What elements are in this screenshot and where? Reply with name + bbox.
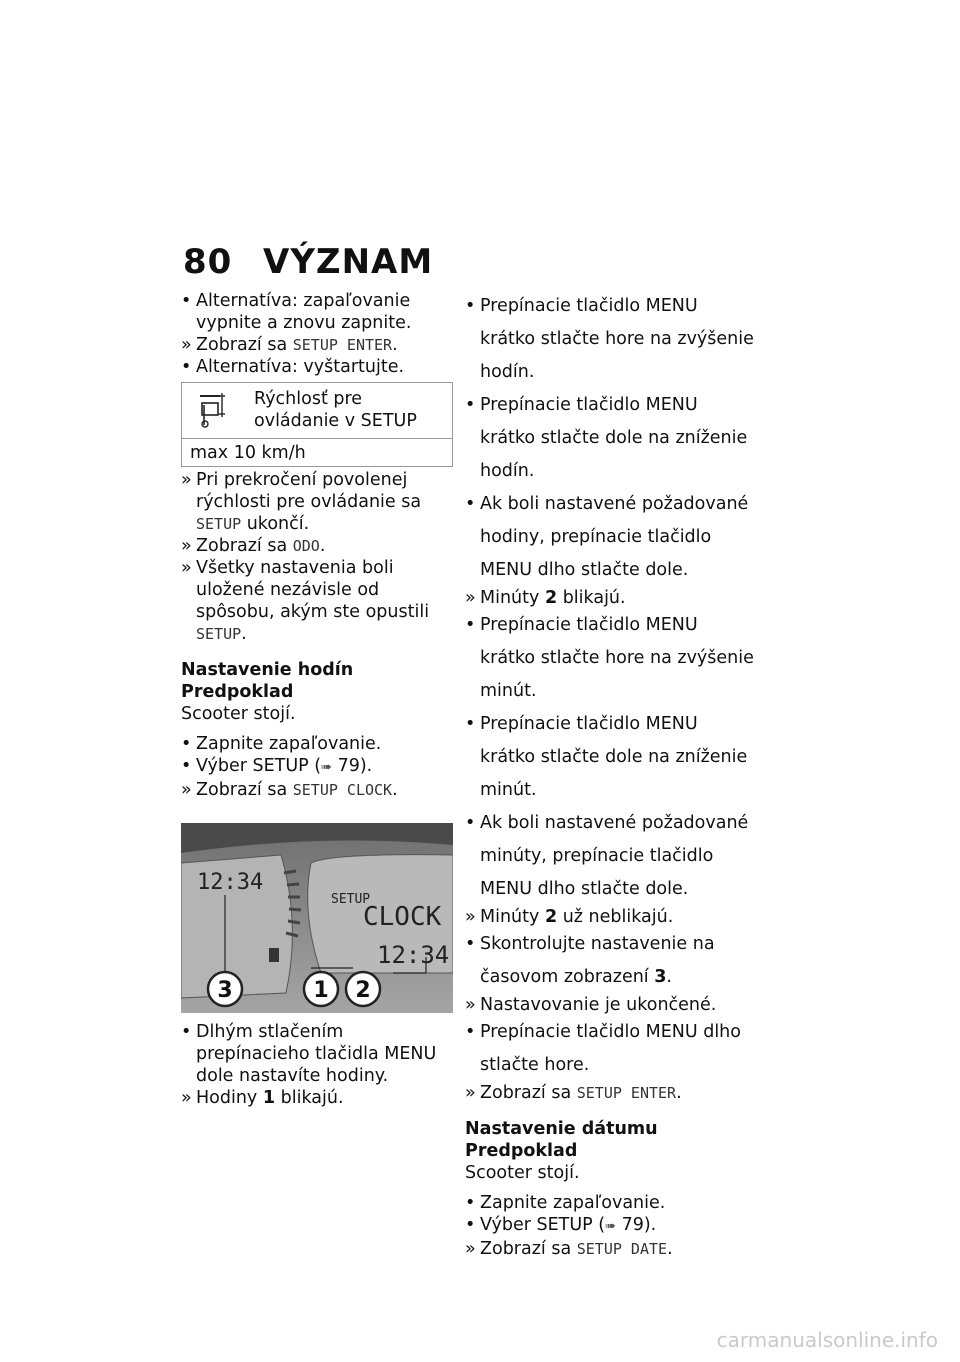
display-code: ODO	[292, 537, 320, 555]
bullet-icon: •	[465, 296, 476, 316]
item-text: Ak boli nastavené požadované minúty, prepínacie tlačidlo MENU dlho stlačte dole.	[480, 813, 749, 899]
list-item	[465, 1238, 755, 1260]
result-arrow-icon: »	[465, 995, 476, 1015]
speed-limit-icon	[198, 389, 228, 435]
list-item	[465, 290, 755, 389]
result-arrow-icon: »	[181, 335, 192, 355]
list-item	[465, 1016, 755, 1082]
list-right-2	[465, 1192, 755, 1260]
result-arrow-icon: »	[181, 1088, 192, 1108]
bullet-icon: •	[465, 1193, 476, 1213]
item-text: Prepínacie tlačidlo MENU krátko stlačte dole na zníženie minút.	[480, 714, 748, 800]
section-sub-date: Predpoklad	[465, 1141, 578, 1161]
section-sub-clock: Predpoklad	[181, 682, 294, 702]
result-arrow-icon: »	[181, 780, 192, 800]
list-item	[465, 994, 755, 1016]
display-code: SETUP ENTER	[292, 336, 393, 354]
bullet-icon: •	[465, 813, 476, 833]
result-arrow-icon: »	[465, 907, 476, 927]
item-text: Skontrolujte nastavenie na časovom zobrazení	[480, 934, 715, 987]
page-ref-icon: ➠	[321, 760, 333, 775]
list-item	[465, 1192, 755, 1214]
item-text: Pri prekročení povolenej rýchlosti pre ovládanie sa	[196, 470, 422, 512]
list-item	[465, 906, 755, 928]
item-text: už neblikajú.	[557, 907, 674, 927]
page-header	[183, 242, 433, 282]
section-title-clock: Nastavenie hodín	[181, 660, 354, 680]
list-item	[465, 609, 755, 708]
left-column	[181, 290, 453, 1109]
dashboard-photo	[181, 823, 453, 1013]
item-text: .	[676, 1083, 682, 1103]
bullet-icon: •	[181, 734, 192, 754]
callout-2: 2	[355, 978, 371, 1003]
result-arrow-icon: »	[181, 536, 192, 556]
item-text: blikajú.	[275, 1088, 344, 1108]
item-text: Prepínacie tlačidlo MENU dlho stlačte hore.	[480, 1022, 741, 1075]
list-left-4	[181, 1021, 453, 1109]
result-arrow-icon: »	[181, 470, 192, 490]
table-top-text: Rýchlosť pre ovládanie v SETUP	[254, 389, 417, 431]
lcd-setup: SETUP	[331, 892, 371, 907]
page-title: VÝZNAM	[263, 242, 434, 282]
item-text: Všetky nastavenia boli uložené nezávisle od spôsobu, akým ste opustili	[196, 558, 430, 622]
callout-3: 3	[217, 978, 233, 1003]
list-right-1	[465, 290, 755, 1104]
item-text: Zapnite zapaľovanie.	[196, 734, 382, 754]
item-text: Minúty	[480, 588, 545, 608]
list-item	[181, 733, 453, 755]
list-item	[465, 928, 755, 994]
list-left-3	[181, 733, 453, 801]
item-text: Zobrazí sa	[480, 1239, 577, 1259]
item-ref-number: 2	[544, 907, 558, 927]
item-text: Alternatíva: zapaľovanie vypnite a znovu zapnite.	[196, 291, 412, 333]
list-item	[181, 755, 453, 779]
list-item	[181, 469, 453, 535]
item-text: Zobrazí sa	[196, 536, 293, 556]
item-text: .	[392, 335, 398, 355]
bullet-icon: •	[465, 395, 476, 415]
list-item	[465, 587, 755, 609]
list-left-1	[181, 290, 453, 378]
display-code: SETUP ENTER	[576, 1084, 677, 1102]
item-ref-number: 3	[654, 967, 667, 987]
item-text: blikajú.	[557, 588, 626, 608]
list-item	[181, 334, 453, 356]
list-item	[465, 1082, 755, 1104]
item-ref-number: 2	[544, 588, 558, 608]
item-text: Nastavovanie je ukončené.	[480, 995, 717, 1015]
list-item	[465, 1214, 755, 1238]
item-text: Zobrazí sa	[480, 1083, 577, 1103]
watermark: carmanualsonline.info	[716, 1328, 938, 1352]
item-text: Zapnite zapaľovanie.	[480, 1193, 666, 1213]
item-text: .	[667, 1239, 673, 1259]
bullet-icon: •	[465, 934, 476, 954]
result-arrow-icon: »	[465, 588, 476, 608]
item-text: Alternatíva: vyštartujte.	[196, 357, 405, 377]
list-item	[465, 488, 755, 587]
bullet-icon: •	[465, 494, 476, 514]
bullet-icon: •	[465, 615, 476, 635]
list-item	[465, 708, 755, 807]
lcd-time-right: 12:34	[377, 941, 450, 969]
section-text-date: Scooter stojí.	[465, 1163, 580, 1183]
item-text: Prepínacie tlačidlo MENU krátko stlačte hore na zvýšenie hodín.	[480, 296, 754, 382]
item-text: Zobrazí sa	[196, 780, 293, 800]
item-text: .	[241, 624, 247, 644]
list-item	[181, 535, 453, 557]
item-text: Prepínacie tlačidlo MENU krátko stlačte hore na zvýšenie minút.	[480, 615, 754, 701]
list-item	[465, 389, 755, 488]
display-code: SETUP	[196, 515, 242, 533]
item-text: .	[319, 536, 326, 556]
bullet-icon: •	[181, 756, 192, 776]
item-text: 79).	[616, 1215, 657, 1235]
item-text: ukončí.	[241, 514, 310, 534]
list-item	[181, 356, 453, 378]
list-item	[181, 290, 453, 334]
item-text: 79).	[332, 756, 373, 776]
lcd-clock: CLOCK	[363, 902, 442, 932]
right-column	[465, 290, 755, 1260]
display-code: SETUP CLOCK	[292, 781, 393, 799]
lcd-time-left: 12:34	[197, 870, 264, 895]
page-ref-icon: ➠	[605, 1219, 617, 1234]
section-text-clock: Scooter stojí.	[181, 704, 296, 724]
list-item	[181, 1087, 453, 1109]
list-item	[181, 779, 453, 801]
display-code: SETUP DATE	[576, 1240, 668, 1258]
result-arrow-icon: »	[465, 1239, 476, 1259]
item-text: Výber SETUP (	[196, 756, 322, 776]
item-text: Minúty	[480, 907, 545, 927]
bullet-icon: •	[465, 714, 476, 734]
bullet-icon: •	[181, 291, 192, 311]
item-text: Ak boli nastavené požadované hodiny, prepínacie tlačidlo MENU dlho stlačte dole.	[480, 494, 749, 580]
table-bottom-text: max 10 km/h	[182, 438, 452, 466]
bullet-icon: •	[181, 1022, 192, 1042]
list-item	[181, 1021, 453, 1087]
item-text: .	[392, 780, 398, 800]
bullet-icon: •	[181, 357, 192, 377]
item-text: Prepínacie tlačidlo MENU krátko stlačte dole na zníženie hodín.	[480, 395, 748, 481]
list-item	[465, 807, 755, 906]
list-item	[181, 557, 453, 645]
item-text: Výber SETUP (	[480, 1215, 606, 1235]
item-text: Hodiny	[196, 1088, 263, 1108]
item-text: Zobrazí sa	[196, 335, 293, 355]
list-left-2	[181, 469, 453, 645]
item-text: Dlhým stlačením prepínacieho tlačidla MENU dole nastavíte hodiny.	[196, 1022, 437, 1086]
bullet-icon: •	[465, 1215, 476, 1235]
result-arrow-icon: »	[465, 1083, 476, 1103]
item-ref-number: 1	[262, 1088, 276, 1108]
bullet-icon: •	[465, 1022, 476, 1042]
callout-1: 1	[313, 978, 329, 1003]
page-number: 80	[183, 242, 233, 282]
item-text: .	[666, 967, 672, 987]
section-title-date: Nastavenie dátumu	[465, 1119, 658, 1139]
result-arrow-icon: »	[181, 558, 192, 578]
speed-table	[181, 382, 453, 467]
display-code: SETUP	[196, 625, 242, 643]
